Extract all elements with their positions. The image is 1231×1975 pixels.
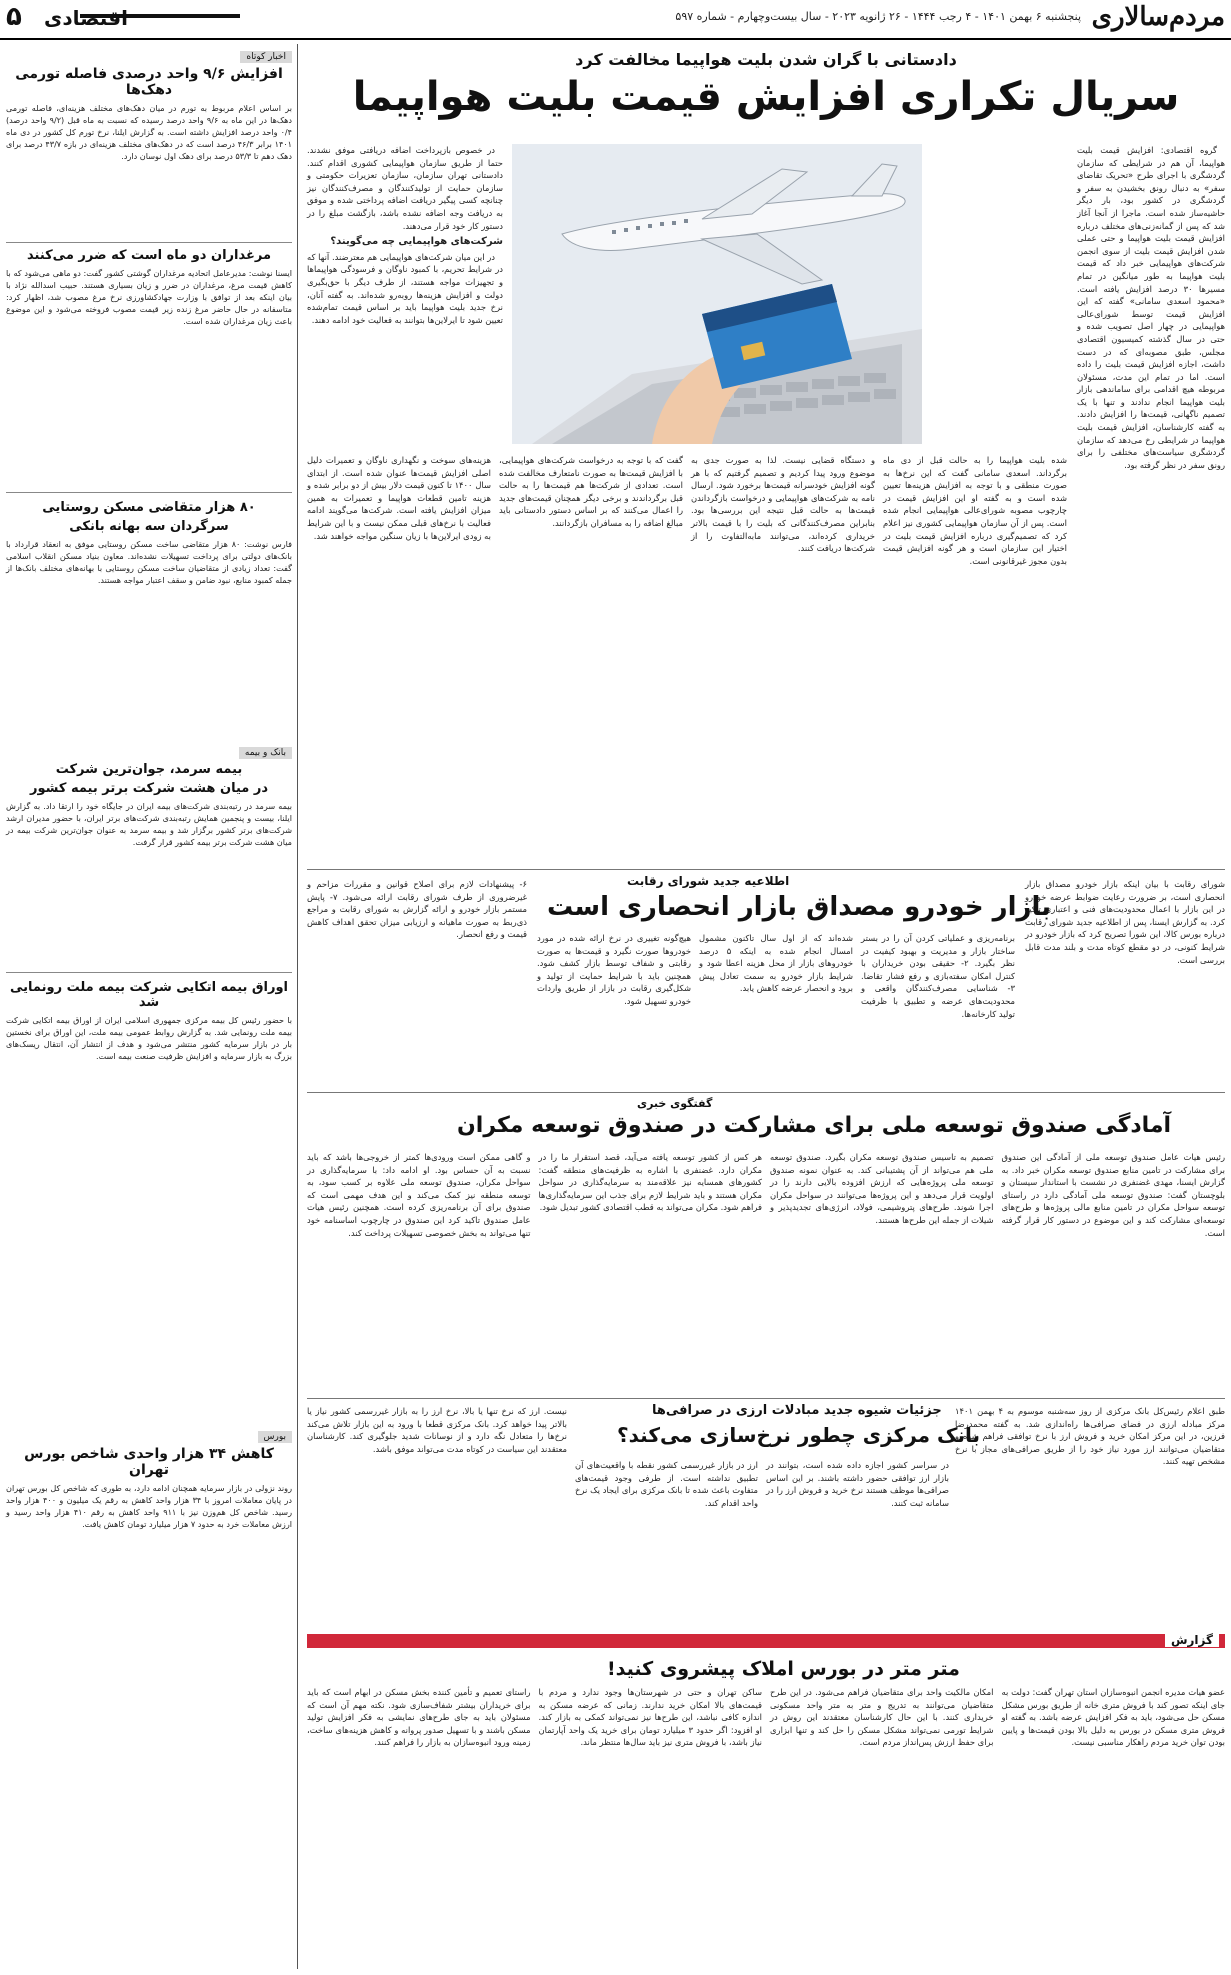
- airplane-laptop-illustration: [512, 144, 922, 444]
- housing-story-column: امکان مالکیت واحد برای متقاضیان فراهم می‌شود. در این طرح متقاضیان می‌توانند به تدریج و متر به متر واحد مسکونی خریداری کنند. با این حال کارشناسان معتقدند این روش در شرایط تورمی نمی‌تواند مشکل مسکن را حل کند و تنها ابزاری برای حفظ ارزش پس‌انداز مردم است.: [770, 1687, 994, 1748]
- bank-story-right-column: طبق اعلام رئیس‌کل بانک مرکزی از روز سه‌شنبه موسوم به ۴ بهمن ۱۴۰۱ مرکز مبادله ارزی در فضای صرافی‌ها راه‌اندازی شد. به گفته محمدرضا فرزین، در این مرکز امکان خرید و فروش ارز با نرخ توافقی فراهم شده و متقاضیان می‌توانند ارز مورد نیاز خود را از طریق صرافی‌های مجاز با نرخ مشخص تهیه کنند.: [955, 1406, 1226, 1467]
- housing-story-column: عضو هیات مدیره انجمن انبوه‌سازان استان تهران گفت: دولت به جای اینکه تصور کند با فروش متری خانه از طریق بورس مشکل مسکن حل می‌شود، باید به فکر افزایش عرضه باشد. به گفته او فروش متری مسکن در بورس به دلیل بالا بودن قیمت‌ها و پایین بودن توان خرید مردم راهکار مناسبی نیست.: [1001, 1687, 1225, 1748]
- lead-subhead: شرکت‌های هواپیمایی چه می‌گویند؟: [330, 236, 503, 248]
- sidebar-tag: بورس: [258, 1431, 293, 1443]
- makran-fund-story: [307, 1092, 1225, 1390]
- lead-bottom-columns: [307, 454, 1067, 854]
- lead-kicker: دادستانی با گران شدن بلیت هواپیما مخالفت کرد: [575, 50, 957, 69]
- car-story-column: هیچ‌گونه تغییری در نرخ ارائه شده در مورد خودروها صورت نگیرد و قیمت‌ها به صورت رقابتی و شفاف توسط بازار کشف شود. همچنین باید با شرایط حمایت از تولید و شکل‌گیری رقابت در بازار از طریق واردات خودرو تسهیل شود.: [537, 933, 691, 1006]
- car-story-right-column: شورای رقابت با بیان اینکه بازار خودرو مصداق بازار انحصاری است، بر ضرورت رعایت ضوابط عرضه خودرو در این بازار با اعمال محدودیت‌های فنی و اعتباری تاکید کرد. به گزارش ایسنا، پس از اطلاعیه جدید شورای رقابت درباره بورس کالا، این شورا تصریح کرد که بازار خودرو در شرایط کنونی، در دو مقطع کوتاه مدت و بلند مدت قابل بررسی است.: [1025, 879, 1225, 965]
- lead-paragraph: گروه اقتصادی: افزایش قیمت بلیت هواپیما، آن هم در شرایطی که سازمان گردشگری با اجرای طرح «تحریک تقاضای سفر» به دنبال رونق بخشیدن به سفر و گردشگری در کشور بود، بار دیگر حاشیه‌ساز شده است. ماجرا از آنجا آغاز شد که پس از گمانه‌زنی‌های مختلف درباره افزایش قیمت بلیت هواپیما و حتی عملی شدن افزایش قیمت بلیت از سوی انجمن شرکت‌های هواپیمایی خبر داد که قیمت بلیت هواپیما به طور میانگین در تمام مسیرها ۳۰ درصد افزایش یافته است. «محمود اسعدی سامانی» گفته که این افزایش قیمت توسط شورای‌عالی هواپیمایی در چهار اصل تصویب شده و حتی در سال گذشته کمیسیون اقتصادی مجلس، طبق مصوبه‌ای که در دست داشت، اجازه افزایش قیمت بلیت را داده است. اما در تمام این مدت، مسئولان مربوطه هیچ اقدامی برای ساماندهی بازار بلیت هواپیما انجام ندادند و تنها با یک تصمیم ناگهانی، قیمت‌ها را افزایش دادند. به گفته کارشناسان، افزایش قیمت بلیت هواپیما در شرایطی رخ می‌دهد که سازمان گردشگری سیاست‌های مختلفی را برای رونق سفر در نظر گرفته بود.: [1077, 145, 1225, 470]
- sidebar-text: بیمه سرمد در رتبه‌بندی شرکت‌های بیمه ایران در جایگاه خود را ارتقا داد. به گزارش ایلنا، بیست و پنجمین همایش رتبه‌بندی شرکت‌های برتر ایران، با حضور مدیران ارشد شرکت‌های برتر کشور برگزار شد و بیمه سرمد به عنوان جوان‌ترین شرکت بیمه در میان هشت شرکت برتر بیمه کشور قرار گرفت.: [6, 801, 292, 847]
- sidebar-text: بر اساس اعلام مربوط به تورم در میان دهک‌های مختلف هزینه‌ای، فاصله تورمی دهک‌ها در این ماه به ۹/۶ واحد درصد رسیده که نسبت به ماه قبل (۹/۲ واحد درصد) ۰/۴ واحد درصد افزایش داشته است. به گزارش ایلنا، نرخ تورم کل کشور در دی ماه ۱۴۰۱ برابر ۴۶/۳ درصد است که در دهک‌های مختلف هزینه‌ای در بازه ۴۳/۷ درصد برای دهک دهم تا ۵۳/۳ درصد برای دهک اول نوسان دارد.: [6, 103, 292, 161]
- dateline: پنجشنبه ۶ بهمن ۱۴۰۱ - ۴ رجب ۱۴۴۴ - ۲۶ ژانویه ۲۰۲۳ - سال بیست‌وچهارم - شماره ۵۹۷: [675, 10, 1081, 23]
- lead-left-paragraph-2: در این میان شرکت‌های هواپیمایی هم معترضند. آنها که در شرایط تحریم، با کمبود ناوگان و فرسودگی هواپیماها و تجهیزات مواجه هستند، از طرف دیگر با حق‌بگیری دولت و افزایش هزینه‌ها روبه‌رو شده‌اند. به گفته آنان، نرخ جدید بلیت هواپیما باید بر اساس قیمت تمام‌شده تعیین شود تا ایرلاین‌ها بتوانند به فعالیت خود ادامه دهند.: [307, 251, 503, 325]
- sidebar-headline-line2[interactable]: سرگردان سه بهانه بانکی: [69, 519, 229, 534]
- bank-story-column: در سراسر کشور اجازه داده شده است، بتوانند در بازار ارز توافقی حضور داشته باشند. بر این اساس صرافی‌ها موظف هستند نرخ خرید و فروش ارز را در سامانه ثبت کنند.: [766, 1460, 949, 1508]
- sidebar-block-inflation: [6, 44, 292, 162]
- makran-story-column: و گاهی ممکن است ورودی‌ها کمتر از خروجی‌ها باشد که باید نسبت به آن حساس بود. او ادامه داد: با سرمایه‌گذاری در سواحل مکران، صندوق توسعه ملی علاوه بر کسب سود، به توسعه منطقه نیز کمک می‌کند و این هدف مهمی است که صندوق برای آن برنامه‌ریزی کرده است. همچنین رئیس هیات عامل صندوق تاکید کرد این صندوق در چارچوب اساسنامه خود تنها می‌تواند به بخش خصوصی تسهیلات پرداخت کند.: [307, 1152, 531, 1238]
- sidebar-block-sarmad: [6, 740, 292, 848]
- sidebar-text: با حضور رئیس کل بیمه مرکزی جمهوری اسلامی ایران از اوراق بیمه اتکایی شرکت بیمه ملت رونمایی شد. به گزارش روابط عمومی بیمه ملت، این اوراق برای نخستین بار در بازار سرمایه کشور منتشر می‌شود و هدف از انتشار آن، انتقال ریسک‌های بزرگ به بازار سرمایه و افزایش ظرفیت صنعت بیمه است.: [6, 1015, 292, 1061]
- report-band: [307, 1634, 1225, 1648]
- housing-story-column: راستای تعمیم و تأمین کننده بخش مسکن در ابهام است که باید برای خریداران بیشتر شفاف‌سازی شود. نکته مهم آن است که مسئولان باید به جای طرح‌های نمایشی به فکر افزایش تولید مسکن باشند و با تسهیل صدور پروانه و کاهش هزینه‌های ساخت، زمینه ورود انبوه‌سازان به بازار را فراهم کنند.: [307, 1687, 531, 1748]
- sidebar-headline[interactable]: مرغداران دو ماه است که ضرر می‌کنند: [27, 248, 271, 263]
- sidebar-tag: بانک و بیمه: [239, 747, 292, 759]
- sidebar-headline-line2[interactable]: در میان هشت شرکت برتر بیمه کشور: [30, 781, 268, 796]
- section-name: اقتصادی: [44, 6, 128, 30]
- lead-story: [307, 44, 1225, 859]
- housing-story-column: ساکن تهران و حتی در شهرستان‌ها وجود ندارد و مردم با قیمت‌های بالا امکان خرید ندارند. زمانی که عرضه مسکن به اندازه کافی نباشد، این طرح‌ها نیز نمی‌تواند کمکی به بازار کند. او افزود: اگر حدود ۳ میلیارد تومان برای خرید یک واحد آپارتمان نیاز باشد، با فروش متری نیز باید سال‌ها منتظر ماند.: [538, 1687, 762, 1748]
- sidebar-divider: [6, 242, 292, 243]
- bank-story-kicker: جزئیات شیوه جدید مبادلات ارزی در صرافی‌ها: [652, 1403, 942, 1418]
- sidebar-headline[interactable]: بیمه سرمد، جوان‌ترین شرکت: [55, 762, 243, 777]
- sidebar: [6, 44, 298, 1969]
- central-bank-story: [307, 1398, 1225, 1623]
- sidebar-tag: اخبار کوتاه: [240, 51, 292, 63]
- sidebar-text: ایسنا نوشت: مدیرعامل اتحادیه مرغداران گوشتی کشور گفت: دو ماهی می‌شود که با کاهش قیمت مرغ، مرغداران در ضرر و زیان بسیاری هستند. حبیب اسدالله نژاد با بیان اینکه بعد از توافق با وزارت جهادکشاورزی نرخ مرغ مصوب شد، اظهار کرد: متاسفانه در حال حاضر مرغ زنده زیر قیمت مصوب فروخته می‌شود و این موضوع باعث زیان مرغداران شده است.: [6, 268, 292, 326]
- report-label: گزارش: [1165, 1633, 1219, 1647]
- sidebar-headline[interactable]: کاهش ۳۴ هزار واحدی شاخص بورس تهران: [24, 1446, 274, 1478]
- car-story-kicker: اطلاعیه جدید شورای رقابت: [627, 874, 790, 888]
- makran-story-column: رئیس هیات عامل صندوق توسعه ملی از آمادگی این صندوق برای مشارکت در تامین منابع صندوق توسعه مکران خبر داد. به گزارش ایسنا، مهدی غضنفری در نشست با استاندار سیستان و بلوچستان گفت: صندوق توسعه ملی آمادگی دارد در راستای توسعه سواحل مکران در تامین منابع مالی پروژه‌ها و طرح‌های توسعه‌ای مشارکت کند و این موضوع در دستور کار قرار گرفته است.: [1001, 1152, 1225, 1238]
- lead-left-paragraph: در خصوص بازپرداخت اضافه دریافتی موفق نشدند. حتما از طریق سازمان هواپیمایی کشوری اقدام کنند. دادستانی تهران سازمان، سازمان تعزیرات حکومتی و سازمان حمایت از تولیدکنندگان و مصرف‌کنندگان نیز چنانچه کسی پیگیر دریافت اضافه پرداختی شده و موفق به دریافت وجه اضافه نشده باشد، بازگشت مبلغ را در دستور کار خود قرار می‌دهند.: [307, 145, 503, 231]
- masthead: [0, 0, 1231, 40]
- housing-story-columns: [307, 1686, 1225, 1749]
- sidebar-divider: [6, 972, 292, 973]
- bank-story-columns: [575, 1459, 949, 1509]
- bank-story-column: ارز در بازار غیررسمی کشور نقطه با واقعیت‌های آن تطبیق نداشته است. از طرفی وجود قیمت‌های متفاوت باعث شده تا بانک مرکزی برای ایجاد یک نرخ واحد اقدام کند.: [575, 1460, 758, 1508]
- newspaper-logo: مردم‌سالاری: [1091, 2, 1225, 32]
- main-content: [307, 44, 1225, 1969]
- sidebar-block-bourse: [6, 1424, 292, 1530]
- car-market-story: [307, 869, 1225, 1084]
- makran-story-columns: [307, 1151, 1225, 1239]
- car-story-column: شده‌اند که از اول سال تاکنون مشمول امسال انجام شده به اینکه ۵ درصد خودروهای بازار از محل هزینه اعطا شود و شرایط بازار خودرو به سمت تعادل پیش برود و انحصار عرضه کاهش یابد.: [699, 933, 853, 994]
- sidebar-block-poultry: [6, 248, 292, 327]
- sidebar-block-rural-housing: [6, 500, 292, 586]
- makran-story-byline: گفتگوی خبری: [637, 1097, 713, 1110]
- makran-story-column: هر کس از کشور توسعه یافته می‌آید، قصد استقرار ما را در مکران دارد. غضنفری با اشاره به ظرفیت‌های منطقه گفت: کشورهای همسایه نیز علاقه‌مند به سرمایه‌گذاری در سواحل مکران هستند و باید شرایط لازم برای جذب این سرمایه‌گذاری‌ها فراهم شود. مکران می‌تواند به قطب اقتصادی کشور تبدیل شود.: [538, 1152, 762, 1213]
- car-story-columns: [537, 932, 1015, 1020]
- sidebar-text: فارس نوشت: ۸۰ هزار متقاضی ساخت مسکن روستایی موفق به انعقاد قرارداد با بانک‌های دولتی برای پرداخت تسهیلات نشده‌اند. معاون بنیاد مسکن انقلاب اسلامی گفت: تعداد زیادی از متقاضیان ساخت مسکن روستایی با بهانه‌های مختلف بانک‌ها از جمله کمبود منابع، نبود ضامن و سقف اعتبار مواجه هستند.: [6, 539, 292, 585]
- housing-story-headline[interactable]: متر متر در بورس املاک پیشروی کنید!: [607, 1658, 960, 1680]
- makran-story-column: تصمیم به تاسیس صندوق توسعه مکران بگیرد. صندوق توسعه ملی هم می‌تواند از آن پشتیبانی کند. به عنوان نمونه صندوق توسعه ملی پروژه‌هایی که ارزش افزوده بالایی دارند را در اولویت قرار می‌دهد و این پروژه‌ها می‌توانند در سواحل مکران اجرا شوند. طرح‌های پتروشیمی، فولاد، انرژی‌های تجدیدپذیر و شیلات از جمله این طرح‌ها هستند.: [770, 1152, 994, 1225]
- sidebar-headline[interactable]: اوراق بیمه اتکایی شرکت بیمه ملت رونمایی شد: [9, 980, 289, 1010]
- bank-story-headline[interactable]: بانک مرکزی چطور نرخ‌سازی می‌کند؟: [617, 1423, 980, 1447]
- car-story-column: برنامه‌ریزی و عملیاتی کردن آن را در بستر ساختار بازار و مدیریت و بهبود کیفیت در نظر بگیرد. ۲- حقیقی بودن خریداران با کنترل امکان سفته‌بازی و رفع فشار تقاضا. ۳- شناسایی مصرف‌کنندگان واقعی و محدودیت‌های عرضه و تطبیق با ظرفیت تولید کارخانه‌ها.: [861, 933, 1015, 1019]
- sidebar-headline[interactable]: افزایش ۹/۶ واحد درصدی فاصله تورمی دهک‌ها: [15, 66, 283, 98]
- housing-report-story: [307, 1652, 1225, 1972]
- car-story-left-column: ۶- پیشنهادات لازم برای اصلاح قوانین و مقررات مزاحم و غیرضروری از طرف شورای رقابت ارائه می‌شود. ۷- پایش مستمر بازار خودرو و ارائه گزارش به شورای رقابت و مراجع ذی‌ربط به صورت ماهیانه و ارزیابی میزان تحقق اهداف کاهش قیمت و رفع انحصار.: [307, 879, 527, 940]
- sidebar-divider: [6, 492, 292, 493]
- sidebar-block-mellat: [6, 980, 292, 1062]
- lead-bottom-column: شده بلیت هواپیما را به حالت قبل از دی ماه برگرداند. اسعدی سامانی گفت که این نرخ‌ها به صورت منطقی و با توجه به افزایش هزینه‌ها تعیین شده است و به گفته او این افزایش قیمت در چارچوب مصوبه شورای‌عالی هواپیمایی انجام شده است. پس از آن سازمان هواپیمایی کشوری نیز اعلام کرد که تصمیم‌گیری درباره افزایش قیمت بلیت در اختیار این سازمان است و هر گونه افزایش قیمت بدون مجوز غیرقانونی است.: [883, 455, 1067, 566]
- lead-bottom-column: گفت که با توجه به درخواست شرکت‌های هواپیمایی، با افزایش قیمت‌ها به صورت نامتعارف مخالفت شده است. تعدادی از شرکت‌ها هم قیمت‌ها را به حالت قبل برگرداندند و برخی دیگر همچنان قیمت‌های جدید را اعمال می‌کنند که بر اساس دستور دادستانی باید مبالغ اضافه را به مسافران بازگردانند.: [499, 455, 683, 528]
- lead-bottom-column: هزینه‌های سوخت و نگهداری ناوگان و تعمیرات دلیل اصلی افزایش قیمت‌ها عنوان شده است. از ابتدای سال ۱۴۰۰ تا کنون قیمت دلار بیش از دو برابر شده و هزینه تامین قطعات هواپیما و تعمیرات به همین میزان افزایش یافته است. شرکت‌ها می‌گویند ادامه فعالیت با نرخ‌های قبلی ممکن نیست و با این شرایط به زودی ایرلاین‌ها با زیان سنگین مواجه خواهند شد.: [307, 455, 491, 541]
- makran-story-headline[interactable]: آمادگی صندوق توسعه ملی برای مشارکت در صندوق توسعه مکران: [457, 1113, 1172, 1138]
- bank-story-left-column: نیست. ارز که نرخ تنها یا بالا، نرخ ارز را به بازار غیررسمی کشور نیاز یا بالاتر پیدا خواهد کرد. بانک مرکزی قطعا با ورود به این بازار تلاش می‌کند نرخ‌ها را متعادل نگه دارد و از نوسانات شدید جلوگیری کند. کارشناسان معتقدند این سیاست در کوتاه مدت می‌تواند موفق باشد.: [307, 1406, 567, 1454]
- lead-column: [1077, 144, 1225, 784]
- sidebar-headline[interactable]: ۸۰ هزار متقاضی مسکن روستایی: [42, 500, 256, 515]
- airplane-card-photo: [512, 144, 922, 444]
- lead-headline[interactable]: سریال تکراری افزایش قیمت بلیت هواپیما: [352, 74, 1180, 120]
- sidebar-text: روند نزولی در بازار سرمایه همچنان ادامه دارد، به طوری که شاخص کل بورس تهران در پایان معاملات امروز با ۳۴ هزار واحد کاهش به رقم یک میلیون و ۴۰۰ هزار واحد رسید. شاخص کل هم‌وزن نیز با ۹۱۱ واحد کاهش به رقم ۴۱۰ هزار واحد رسید و ارزش معاملات خرد به حدود ۷ هزار میلیارد تومان کاهش یافت.: [6, 1483, 292, 1529]
- car-story-headline[interactable]: بازار خودرو مصداق بازار انحصاری است: [547, 892, 1052, 922]
- page-number: ۵: [6, 2, 22, 32]
- lead-bottom-column: و دستگاه قضایی نیست. لذا به صورت جدی به موضوع ورود پیدا کردیم و تصمیم گرفتیم که با هر گونه افزایش خودسرانه قیمت‌ها برخورد شود. ارسال نامه به شرکت‌های هواپیمایی و درخواست بازگرداندن قیمت‌ها به حالت قبل نتیجه این بررسی‌ها بود. بنابراین مصرف‌کنندگانی که بلیت را با قیمت بالاتر خریداری کرده‌اند، می‌توانند مابه‌التفاوت را از شرکت‌ها دریافت کنند.: [691, 455, 875, 554]
